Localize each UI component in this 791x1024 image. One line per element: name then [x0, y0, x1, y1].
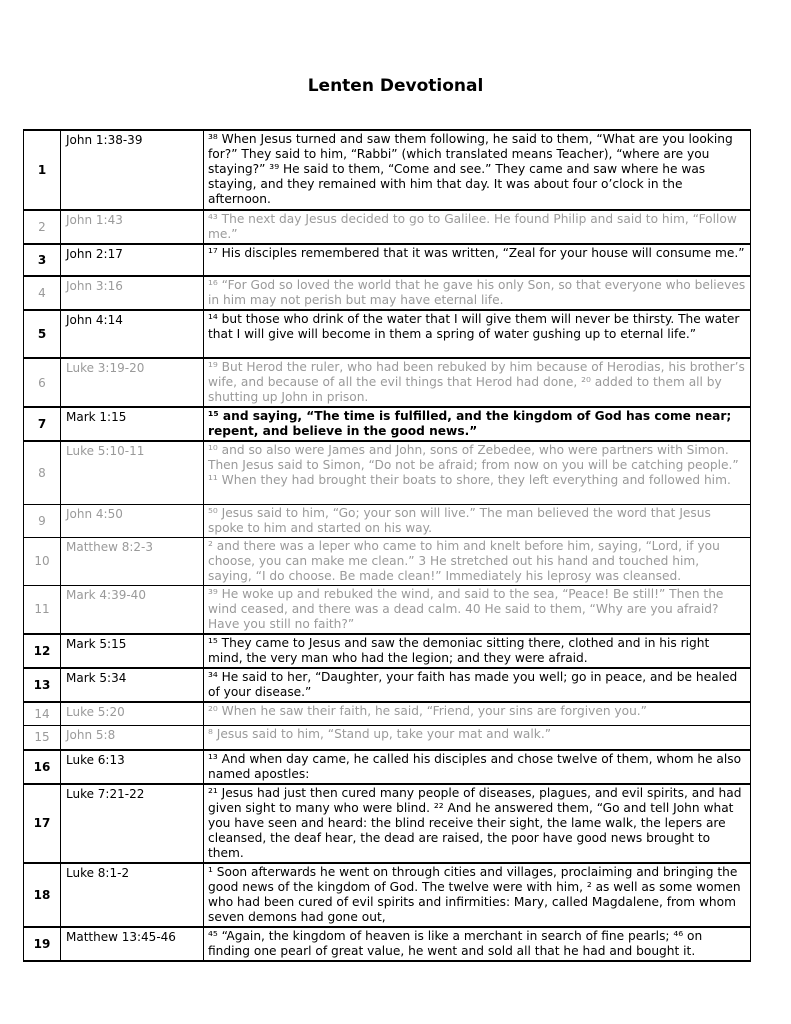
scripture-reference: Luke 5:10-11 — [61, 441, 204, 504]
scripture-text: ⁵⁰ Jesus said to him, “Go; your son will live.” The man believed the word that Jesus spoke to him and started on his way. — [204, 504, 751, 537]
row-number: 11 — [24, 585, 61, 634]
row-number: 4 — [24, 276, 61, 310]
table-row — [24, 310, 751, 358]
table-row — [24, 784, 751, 863]
scripture-reference: Luke 8:1-2 — [61, 863, 204, 927]
row-number: 12 — [24, 634, 61, 668]
scripture-reference: Mark 4:39-40 — [61, 585, 204, 634]
scripture-text: ³⁸ When Jesus turned and saw them following, he said to them, “What are you looking for?” They said to him, “Rabbi” (which translated means Teacher), “where are you staying?” ³⁹ He said to them, “Come and see.” They came and saw where he was staying, and they remained with him that day. It was about four o’clock in the afternoon. — [204, 130, 751, 210]
scripture-text: ¹⁴ but those who drink of the water that I will give them will never be thirsty. The water that I will give will become in them a spring of water gushing up to eternal life.” — [204, 310, 751, 358]
table-row — [24, 358, 751, 407]
table-row — [24, 750, 751, 784]
scripture-text: ²¹ Jesus had just then cured many people of diseases, plagues, and evil spirits, and had given sight to many who were blind. ²² And he answered them, “Go and tell John what you have seen and heard: the blind receive their sight, the lame walk, the lepers are cleansed, the deaf hear, the dead are raised, the poor have good news brought to them. — [204, 784, 751, 863]
table-row — [24, 634, 751, 668]
table-row — [24, 863, 751, 927]
table-row — [24, 668, 751, 702]
scripture-text: ¹⁰ and so also were James and John, sons of Zebedee, who were partners with Simon. Then Jesus said to Simon, “Do not be afraid; from now on you will be catching people.” ¹¹ When they had brought their boats to shore, they left everything and followed him. — [204, 441, 751, 504]
page-title: Lenten Devotional — [307, 76, 484, 96]
table-row — [24, 726, 751, 750]
row-number: 10 — [24, 537, 61, 585]
scripture-reference: Matthew 8:2-3 — [61, 537, 204, 585]
table-row — [24, 407, 751, 441]
scripture-text: ²⁰ When he saw their faith, he said, “Friend, your sins are forgiven you.” — [204, 702, 751, 726]
scripture-reference: Mark 5:34 — [61, 668, 204, 702]
row-number: 16 — [24, 750, 61, 784]
scripture-text: ³⁴ He said to her, “Daughter, your faith has made you well; go in peace, and be healed of your disease.” — [204, 668, 751, 702]
scripture-text: ² and there was a leper who came to him and knelt before him, saying, “Lord, if you choose, you can make me clean.” 3 He stretched out his hand and touched him, saying, “I do choose. Be made clean!” Immediately his leprosy was cleansed. — [204, 537, 751, 585]
scripture-text: ¹⁵ They came to Jesus and saw the demoniac sitting there, clothed and in his right mind, the very man who had the legion; and they were afraid. — [204, 634, 751, 668]
table-row — [24, 130, 751, 210]
table-row — [24, 244, 751, 276]
devotional-table — [23, 129, 751, 962]
scripture-text: ¹³ And when day came, he called his disciples and chose twelve of them, whom he also named apostles: — [204, 750, 751, 784]
row-number: 6 — [24, 358, 61, 407]
row-number: 18 — [24, 863, 61, 927]
row-number: 2 — [24, 210, 61, 244]
row-number: 5 — [24, 310, 61, 358]
scripture-text: ¹⁶ “For God so loved the world that he gave his only Son, so that everyone who believes in him may not perish but may have eternal life. — [204, 276, 751, 310]
scripture-reference: John 5:8 — [61, 726, 204, 750]
scripture-text: ⁸ Jesus said to him, “Stand up, take your mat and walk.” — [204, 726, 751, 750]
scripture-reference: John 4:14 — [61, 310, 204, 358]
scripture-text: ¹⁵ and saying, “The time is fulfilled, and the kingdom of God has come near; repent, and believe in the good news.” — [204, 407, 751, 441]
scripture-text: ³⁹ He woke up and rebuked the wind, and said to the sea, “Peace! Be still!” Then the wind ceased, and there was a dead calm. 40 He said to them, “Why are you afraid? Have you still no faith?” — [204, 585, 751, 634]
row-number: 9 — [24, 504, 61, 537]
table-row — [24, 537, 751, 585]
row-number: 8 — [24, 441, 61, 504]
scripture-text: ¹ Soon afterwards he went on through cities and villages, proclaiming and bringing the good news of the kingdom of God. The twelve were with him, ² as well as some women who had been cured of evil spirits and infirmities: Mary, called Magdalene, from whom seven demons had gone out, — [204, 863, 751, 927]
scripture-reference: John 1:38-39 — [61, 130, 204, 210]
scripture-reference: Luke 3:19-20 — [61, 358, 204, 407]
row-number: 19 — [24, 927, 61, 961]
row-number: 7 — [24, 407, 61, 441]
scripture-text: ¹⁹ But Herod the ruler, who had been rebuked by him because of Herodias, his brother’s wife, and because of all the evil things that Herod had done, ²⁰ added to them all by shutting up John in prison. — [204, 358, 751, 407]
row-number: 14 — [24, 702, 61, 726]
scripture-reference: Mark 5:15 — [61, 634, 204, 668]
table-row — [24, 441, 751, 504]
table-row — [24, 276, 751, 310]
table-row — [24, 210, 751, 244]
row-number: 15 — [24, 726, 61, 750]
scripture-reference: Mark 1:15 — [61, 407, 204, 441]
scripture-text: ⁴⁵ “Again, the kingdom of heaven is like a merchant in search of fine pearls; ⁴⁶ on finding one pearl of great value, he went and sold all that he had and bought it. — [204, 927, 751, 961]
row-number: 3 — [24, 244, 61, 276]
table-row — [24, 585, 751, 634]
scripture-text: ¹⁷ His disciples remembered that it was written, “Zeal for your house will consume me.” — [204, 244, 751, 276]
table-row — [24, 927, 751, 961]
scripture-reference: Luke 7:21-22 — [61, 784, 204, 863]
scripture-reference: John 2:17 — [61, 244, 204, 276]
table-row — [24, 702, 751, 726]
row-number: 1 — [24, 130, 61, 210]
scripture-text: ⁴³ The next day Jesus decided to go to Galilee. He found Philip and said to him, “Follow me.” — [204, 210, 751, 244]
scripture-reference: John 3:16 — [61, 276, 204, 310]
scripture-reference: Luke 5:20 — [61, 702, 204, 726]
scripture-reference: John 4:50 — [61, 504, 204, 537]
row-number: 13 — [24, 668, 61, 702]
row-number: 17 — [24, 784, 61, 863]
scripture-reference: John 1:43 — [61, 210, 204, 244]
scripture-reference: Luke 6:13 — [61, 750, 204, 784]
table-row — [24, 504, 751, 537]
scripture-reference: Matthew 13:45-46 — [61, 927, 204, 961]
